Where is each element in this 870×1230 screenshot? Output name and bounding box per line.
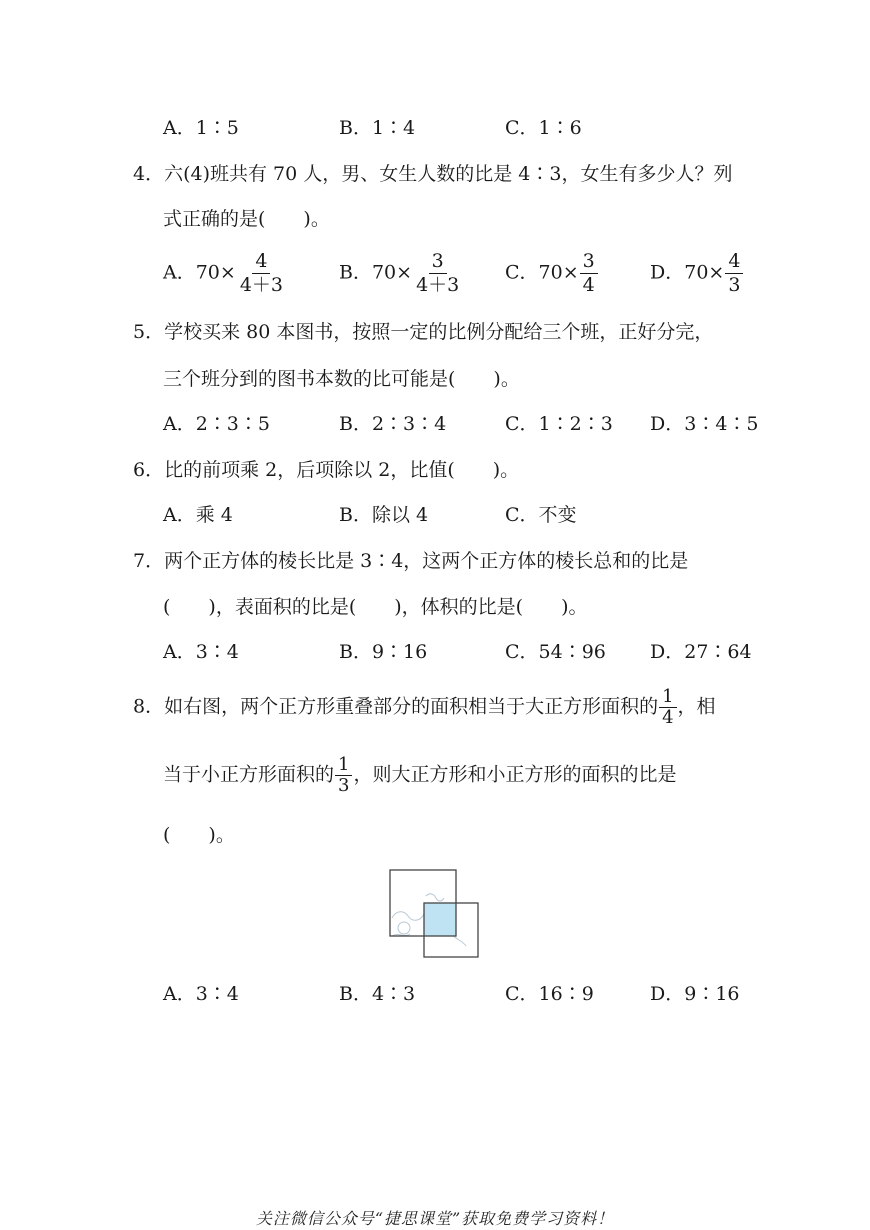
footer-notice: 关注微信公众号“捷思课堂”获取免费学习资料！ xyxy=(255,1209,615,1228)
q8-fraction-one-third xyxy=(335,756,352,795)
q7-option-d: D．27∶64 xyxy=(650,641,752,663)
q7-option-c: C．54∶96 xyxy=(505,641,606,663)
q4-option-c xyxy=(505,252,599,295)
q4-option-d-prefix: D．70× xyxy=(650,261,725,284)
q7-option-b: B．9∶16 xyxy=(339,641,428,663)
q8-fraction2-denominator: 3 xyxy=(338,775,350,796)
q8-option-d: D．9∶16 xyxy=(650,983,740,1005)
q4-option-d-numerator: 4 xyxy=(725,252,743,274)
q8-stem-line1-text: 8．如右图，两个正方形重叠部分的面积相当于大正方形面积的 xyxy=(133,695,659,718)
q8-stem-line2-tail: ，则大正方形和小正方形的面积的比是 xyxy=(353,763,677,786)
q3-option-b: B．1∶4 xyxy=(339,117,416,139)
q4-option-c-denominator: 4 xyxy=(582,274,595,296)
q4-option-c-prefix: C．70× xyxy=(505,261,579,284)
q8-fraction1-numerator: 1 xyxy=(659,688,676,708)
q7-stem-line1: 7．两个正方体的棱长比是 3∶4，这两个正方体的棱长总和的比是 xyxy=(133,550,689,572)
q7-stem-line2: ( )，表面积的比是( )，体积的比是( )。 xyxy=(163,596,588,618)
q7-option-a: A．3∶4 xyxy=(163,641,239,663)
q5-option-d: D．3∶4∶5 xyxy=(650,413,759,435)
q6-option-a: A．乘 4 xyxy=(163,504,233,526)
q6-stem-line1: 6．比的前项乘 2，后项除以 2，比值( )。 xyxy=(133,459,520,481)
q8-stem-line1 xyxy=(133,688,716,727)
q5-stem-line1: 5．学校买来 80 本图书，按照一定的比例分配给三个班，正好分完， xyxy=(133,321,714,343)
q8-option-b: B．4∶3 xyxy=(339,983,416,1005)
q4-stem-line2: 式正确的是( )。 xyxy=(163,208,330,230)
q3-option-c: C．1∶6 xyxy=(505,117,582,139)
q4-option-a-prefix: A．70× xyxy=(163,261,236,284)
q4-option-c-fraction xyxy=(580,252,598,295)
q4-option-a-numerator: 4 xyxy=(252,252,270,274)
q4-option-b-numerator: 3 xyxy=(429,252,447,274)
q4-option-a-fraction xyxy=(237,252,286,295)
q8-stem-line3: ( )。 xyxy=(163,824,235,846)
q8-fraction1-denominator: 4 xyxy=(662,707,674,728)
q4-option-a xyxy=(163,252,287,295)
overlapping-squares-figure xyxy=(386,866,482,962)
q4-option-b-denominator: 4＋3 xyxy=(416,274,460,296)
q4-option-a-denominator: 4＋3 xyxy=(239,274,284,296)
overlap-region xyxy=(424,903,456,936)
q8-fraction-one-quarter xyxy=(659,688,676,727)
q8-stem-line2 xyxy=(163,756,676,795)
q6-option-b: B．除以 4 xyxy=(339,504,429,526)
q4-option-d-denominator: 3 xyxy=(728,274,741,296)
q4-option-b-prefix: B．70× xyxy=(339,261,413,284)
q5-stem-line2: 三个班分到的图书本数的比可能是( )。 xyxy=(163,368,520,390)
q8-option-c: C．16∶9 xyxy=(505,983,594,1005)
q5-option-c: C．1∶2∶3 xyxy=(505,413,613,435)
q4-option-d xyxy=(650,252,744,295)
q3-option-a: A．1∶5 xyxy=(163,117,239,139)
q8-stem-line1-tail: ，相 xyxy=(677,695,716,718)
q5-option-b: B．2∶3∶4 xyxy=(339,413,447,435)
q8-option-a: A．3∶4 xyxy=(163,983,239,1005)
q6-option-c: C．不变 xyxy=(505,504,577,526)
q8-stem-line2-text: 当于小正方形面积的 xyxy=(163,763,335,786)
q4-stem-line1: 4．六(4)班共有 70 人，男、女生人数的比是 4∶3，女生有多少人？列 xyxy=(133,163,733,185)
q5-option-a: A．2∶3∶5 xyxy=(163,413,270,435)
q8-fraction2-numerator: 1 xyxy=(335,756,352,776)
q4-option-c-numerator: 3 xyxy=(580,252,598,274)
q4-option-b xyxy=(339,252,463,295)
q4-option-b-fraction xyxy=(413,252,462,295)
q4-option-d-fraction xyxy=(725,252,743,295)
